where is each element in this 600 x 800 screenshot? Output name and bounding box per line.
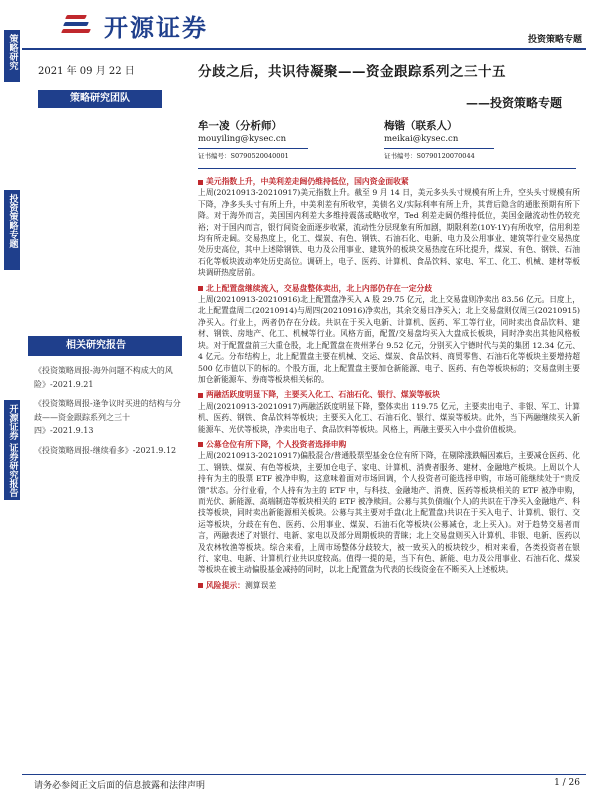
page-number: 1 / 26 (554, 778, 580, 788)
strip-report-type-text: 投资策略专题 (7, 194, 18, 248)
team-label: 策略研究团队 (38, 90, 162, 108)
logo-mark-icon (62, 13, 96, 39)
related-reports-heading: 相关研究报告 (28, 336, 182, 356)
bullet-icon (198, 286, 203, 291)
section-heading (198, 389, 580, 400)
analyst-card (198, 120, 308, 163)
section-heading-text: 两融活跃度明显下降，主要买入化工、石油石化、银行、煤炭等板块 (206, 390, 440, 400)
section-heading-text: 公募仓位有所下降，个人投资者选择申购 (206, 439, 347, 449)
related-report-item[interactable]: 《投资策略周报-继续看多》-2021.9.12 (34, 445, 177, 455)
strip-publisher (4, 400, 20, 500)
related-report-item[interactable]: 《投资策略周报-海外问题不构成大的风险》-2021.9.21 (34, 366, 173, 389)
bullet-icon (198, 393, 203, 398)
related-report-item[interactable]: 《投资策略周报-逢争议时买进的结构与分歧——资金跟踪系列之三十四》-2021.9.13 (34, 399, 181, 435)
bullet-icon (198, 442, 203, 447)
report-title: 分歧之后，共识待凝聚——资金跟踪系列之三十五 (198, 64, 506, 80)
logo-text: 开源证券 (104, 14, 208, 42)
section-heading-text: 北上配置盘继续流入，交易盘整体卖出，北上内部仍存在一定分歧 (206, 283, 433, 293)
contact-card (384, 120, 494, 163)
footer-disclaimer: 请务必参阅正文后面的信息披露和法律声明 (34, 781, 206, 791)
analyst-divider (198, 168, 576, 169)
section-paragraph: 上周(20210913-20210917)两融活跃度明显下降，整体卖出 119.75 亿元，主要卖出电子、非银、军工、计算机、医药、钢铁、食品饮料等板块；主要买入化工、石油石化、银行、煤炭等板块。此外，当下两融继续买入新能源车、光伏等板块，净卖出电子、食品饮料等板块。风格上，两融主要买入中小盘价值板块。 (198, 401, 580, 434)
bullet-icon (198, 583, 203, 588)
section-paragraph: 上周(20210913-20210917)美元指数上升。截至 9 月 14 日，美元多头头寸规模有所上升，空头头寸规模有所下降，净多头头寸有所上升，中美利差有所收窄，美债名义/实际利率有所上升，其背后隐含的通胀预期有所下降。对于海外而言，美国国内利差大多维持震荡或略收窄，Ted 利差走阔仍维持低位，美国金融流动性仍较充裕；对于国内而言，银行间资金面逐步收紧，流动性分层现象有所加剧，期限利差(10Y-1Y)有所收窄，信用利差均有所走阔。交易热度上，化工、煤炭、有色、钢铁、石油石化、电新、电力及公用事业、建筑等行业交易热度处历史高位，其中上述除钢铁、电力及公用事业、建筑外的板块交易热度在环比提升，煤炭、有色、钢铁、石油石化等板块波动率处历史高位。调研上，电子、医药、计算机、食品饮料、家电、军工、化工、机械、建材等板块调研热度居前。 (198, 188, 580, 278)
strip-report-type (4, 190, 20, 270)
risk-heading-text: 风险提示： (206, 580, 245, 590)
section-heading (198, 439, 580, 450)
header-divider (22, 48, 586, 50)
contact-license: 证书编号：S0790120070044 (384, 148, 494, 163)
strip-publisher-text: 开源证券 证券研究报告 (7, 404, 18, 498)
risk-heading (198, 580, 580, 591)
related-reports-list (34, 364, 186, 463)
strip-category-text: 策略研究 (7, 34, 18, 70)
section-heading (198, 283, 580, 294)
series-tag: 投资策略专题 (527, 35, 582, 45)
report-date: 2021 年 09 月 22 日 (38, 66, 135, 77)
analyst-email[interactable]: mouyiling@kysec.cn (198, 134, 287, 144)
section-heading (198, 176, 580, 187)
report-subtitle: ——投资策略专题 (465, 96, 562, 110)
bullet-icon (198, 180, 203, 185)
report-body (198, 172, 580, 591)
company-logo (62, 8, 208, 43)
strip-category (4, 30, 20, 82)
contact-name: 梅锴（联系人） (384, 120, 458, 132)
section-heading-text: 美元指数上升，中美利差走阔仍维持低位，国内资金面收紧 (206, 177, 409, 186)
analyst-license: 证书编号：S0790520040001 (198, 148, 308, 163)
section-paragraph: 上周(20210913-20210917)偏股混合/普通股票型基金仓位有所下降，在剔除涨跌幅因素后，主要减仓医药、化工、钢铁、煤炭、有色等板块，主要加仓电子、家电、计算机、消费者服务、建材、金融地产板块。上周以个人持有为主的股票 ETF 被净申购，这意味着面对市场回调，个人投资者可能选择申购，市场可能继续处于“贵反馈”状态。分行业看，个人持有为主的 ETF 中，与科技、金融地产、消费、医药等板块相关的 ETF 被净申购，而光伏、新能源、高端制造等板块相关的 ETF 被净赎回。公募与其负债端(个人)的共识在于净买入金融地产、科技等板块，同时卖出新能源相关板块。公募与其主要对手盘(北上配置盘)共识在于买入电子、计算机、银行、交运等板块，分歧在有色、医药、公用事业、煤炭、石油石化等板块(公募减仓，北上买入)。对于趋势交易者而言，两融表述了对银行、电新、家电以及部分周期板块的青睐；北上交易盘则买入计算机、非银、电新、医药以及农林牧渔等板块。综合来看，上周市场整体分歧较大，被一致买入的板块较少，相对来看，各类投资者在银行、家电、电新、计算机行业共识度较高。值得一提的是，当下有色、新能、电力及公用事业、石油石化、煤炭等板块在被主动偏股基金减持的同时，以北上配置盘为代表的长线资金在不断买入上述板块。 (198, 451, 580, 575)
section-paragraph: 上周(20210913-20210916)北上配置盘净买入 A 股 29.75 亿元，北上交易盘则净卖出 83.56 亿元。日度上，北上配置盘周二(20210914)与周四(20210916)净卖出，其余交易日净买入；北上交易盘则仅周三(20210915)净买入。行业上，两者仍存在分歧。共识在于买入电新、计算机、医药、军工等行业，同时卖出食品饮料、建材、钢铁、房地产、化工、机械等行业。风格方面，配置/交易盘均买入大盘成长板块，同时净卖出其他风格板块。对于配置盘前三大重仓股，北上配置盘在贵州茅台 9.52 亿元，分别买入宁德时代与美的集团 12.34 亿元、4 亿元。分布结构上，北上配置盘主要在机械、交运、煤炭、食品饮料、商贸零售、石油石化等板块主要增持超 500 亿市值以下的标的。个股方面，北上配置盘主要加仓新能源、电子、医药、有色等板块标的；交易盘则主要加仓新能源车、券商等板块相关标的。 (198, 295, 580, 384)
risk-text: 测算误差 (244, 580, 277, 590)
contact-email[interactable]: meikai@kysec.cn (384, 134, 459, 144)
footer-divider (22, 774, 586, 775)
analyst-name: 牟一凌（分析师） (198, 120, 282, 132)
